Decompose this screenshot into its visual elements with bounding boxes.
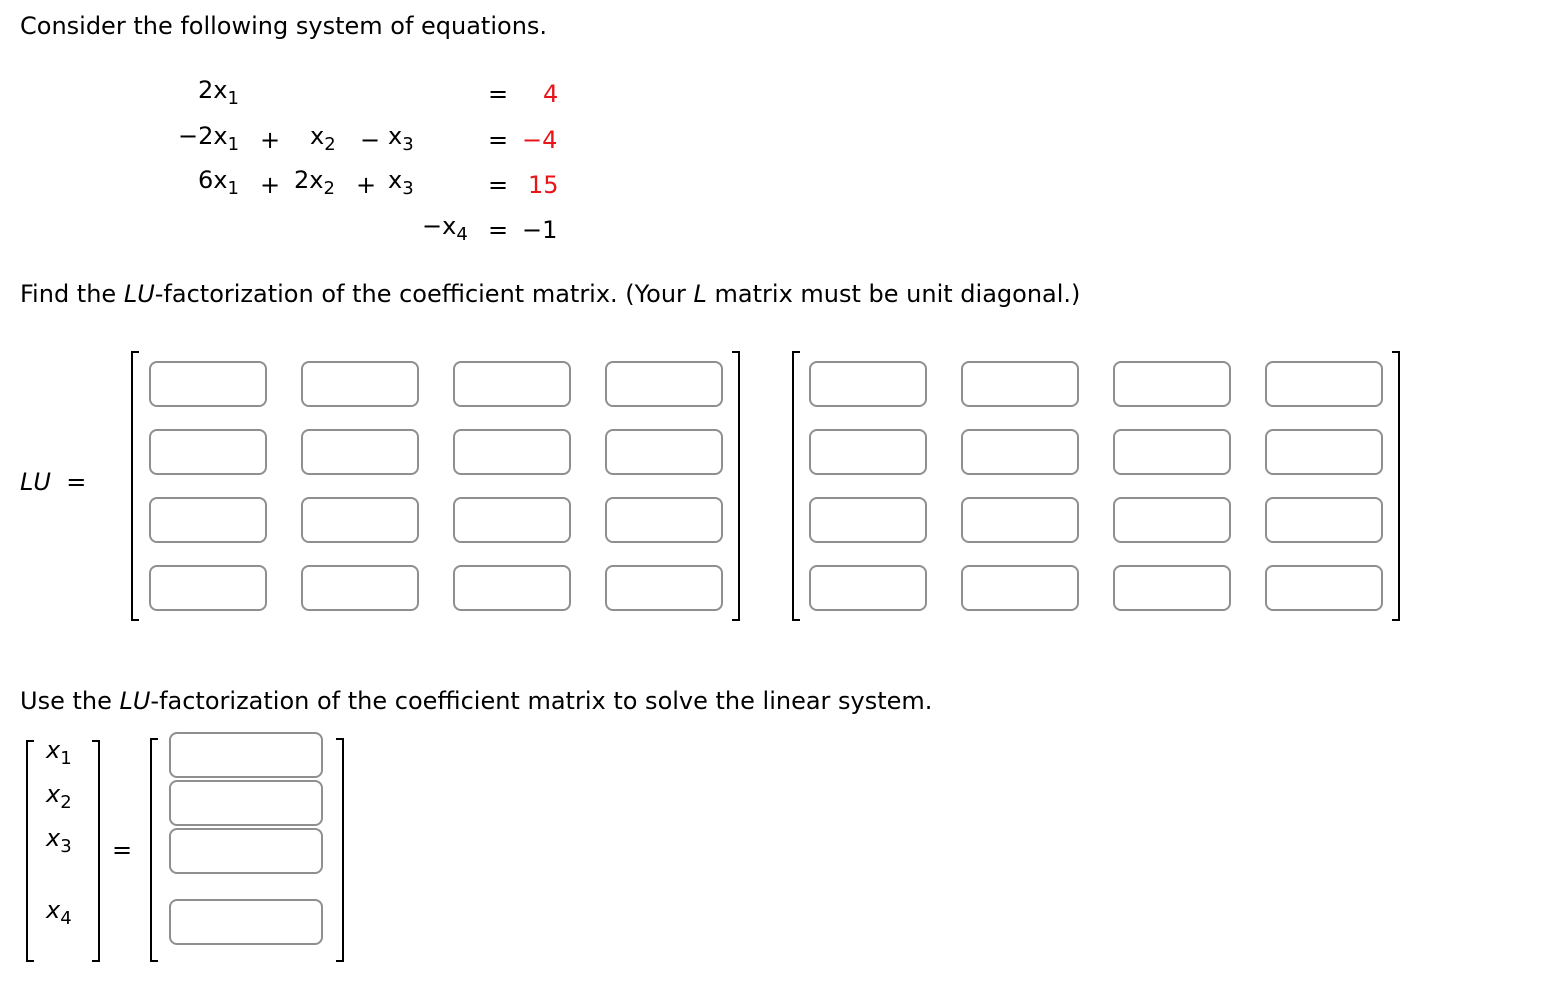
- solution-right-bracket: [336, 738, 344, 962]
- var-vector-right-bracket: [92, 740, 100, 962]
- solution-x3-input[interactable]: [169, 828, 323, 874]
- l-entry-3-3[interactable]: [453, 497, 571, 543]
- u-entry-1-1[interactable]: [809, 361, 927, 407]
- u-entry-3-4[interactable]: [1265, 497, 1383, 543]
- eq2-rhs: −4: [522, 126, 558, 154]
- l-entry-4-2[interactable]: [301, 565, 419, 611]
- l-entry-1-4[interactable]: [605, 361, 723, 407]
- eq4-rhs: −1: [522, 216, 558, 244]
- solve-question-text: Use the LU-factorization of the coefficient matrix to solve the linear system.: [20, 687, 933, 715]
- u-entry-1-4[interactable]: [1265, 361, 1383, 407]
- l-matrix-right-bracket: [732, 351, 740, 621]
- eq4-equals: =: [488, 216, 509, 244]
- l-entry-4-3[interactable]: [453, 565, 571, 611]
- u-entry-2-3[interactable]: [1113, 429, 1231, 475]
- var-x1: $x_1$: [46, 736, 72, 769]
- l-entry-2-3[interactable]: [453, 429, 571, 475]
- u-matrix-left-bracket: [792, 351, 800, 621]
- eq2-equals: =: [488, 126, 509, 154]
- l-entry-3-1[interactable]: [149, 497, 267, 543]
- eq3-term-x3: $x_3$: [388, 166, 414, 199]
- u-entry-1-3[interactable]: [1113, 361, 1231, 407]
- l-matrix-left-bracket: [131, 351, 139, 621]
- u-entry-2-2[interactable]: [961, 429, 1079, 475]
- eq4-term-x4: $-x_4$: [422, 212, 468, 245]
- eq3-term-x2: $2x_2$: [294, 166, 335, 199]
- u-entry-3-2[interactable]: [961, 497, 1079, 543]
- eq3-term-x1: $6x_1$: [198, 166, 239, 199]
- eq1-equals: =: [488, 80, 509, 108]
- var-vector-left-bracket: [26, 740, 34, 962]
- u-entry-4-4[interactable]: [1265, 565, 1383, 611]
- eq2-term-x1: $-2x_1$: [178, 122, 240, 155]
- eq3-op2: +: [356, 171, 377, 199]
- eq2-op2: −: [360, 126, 381, 154]
- lu-question-text: Find the LU-factorization of the coefficient matrix. (Your L matrix must be unit diagonal.): [20, 280, 1081, 308]
- u-entry-3-1[interactable]: [809, 497, 927, 543]
- l-entry-1-1[interactable]: [149, 361, 267, 407]
- l-entry-2-1[interactable]: [149, 429, 267, 475]
- u-entry-1-2[interactable]: [961, 361, 1079, 407]
- l-entry-1-3[interactable]: [453, 361, 571, 407]
- solution-x1-input[interactable]: [169, 732, 323, 778]
- l-entry-2-4[interactable]: [605, 429, 723, 475]
- eq3-equals: =: [488, 171, 509, 199]
- u-entry-4-1[interactable]: [809, 565, 927, 611]
- solution-left-bracket: [150, 738, 158, 962]
- u-entry-4-3[interactable]: [1113, 565, 1231, 611]
- lu-label: LU =: [20, 468, 87, 496]
- eq1-rhs: 4: [543, 80, 559, 108]
- solution-x2-input[interactable]: [169, 780, 323, 826]
- l-entry-2-2[interactable]: [301, 429, 419, 475]
- u-entry-4-2[interactable]: [961, 565, 1079, 611]
- eq1-term-x1: $2x_1$: [198, 76, 239, 109]
- var-x2: $x_2$: [46, 780, 72, 813]
- eq3-rhs: 15: [528, 171, 559, 199]
- intro-text: Consider the following system of equations.: [20, 12, 548, 40]
- l-entry-3-4[interactable]: [605, 497, 723, 543]
- u-entry-2-4[interactable]: [1265, 429, 1383, 475]
- u-entry-2-1[interactable]: [809, 429, 927, 475]
- l-entry-4-4[interactable]: [605, 565, 723, 611]
- var-x4: $x_4$: [46, 896, 72, 929]
- solution-equals: =: [112, 836, 133, 864]
- l-entry-1-2[interactable]: [301, 361, 419, 407]
- solution-x4-input[interactable]: [169, 899, 323, 945]
- l-entry-4-1[interactable]: [149, 565, 267, 611]
- u-matrix-right-bracket: [1392, 351, 1400, 621]
- eq3-op1: +: [260, 171, 281, 199]
- eq2-term-x2: $x_2$: [310, 122, 336, 155]
- l-entry-3-2[interactable]: [301, 497, 419, 543]
- var-x3: $x_3$: [46, 824, 72, 857]
- u-entry-3-3[interactable]: [1113, 497, 1231, 543]
- eq2-term-x3: $x_3$: [388, 122, 414, 155]
- eq2-op1: +: [260, 126, 281, 154]
